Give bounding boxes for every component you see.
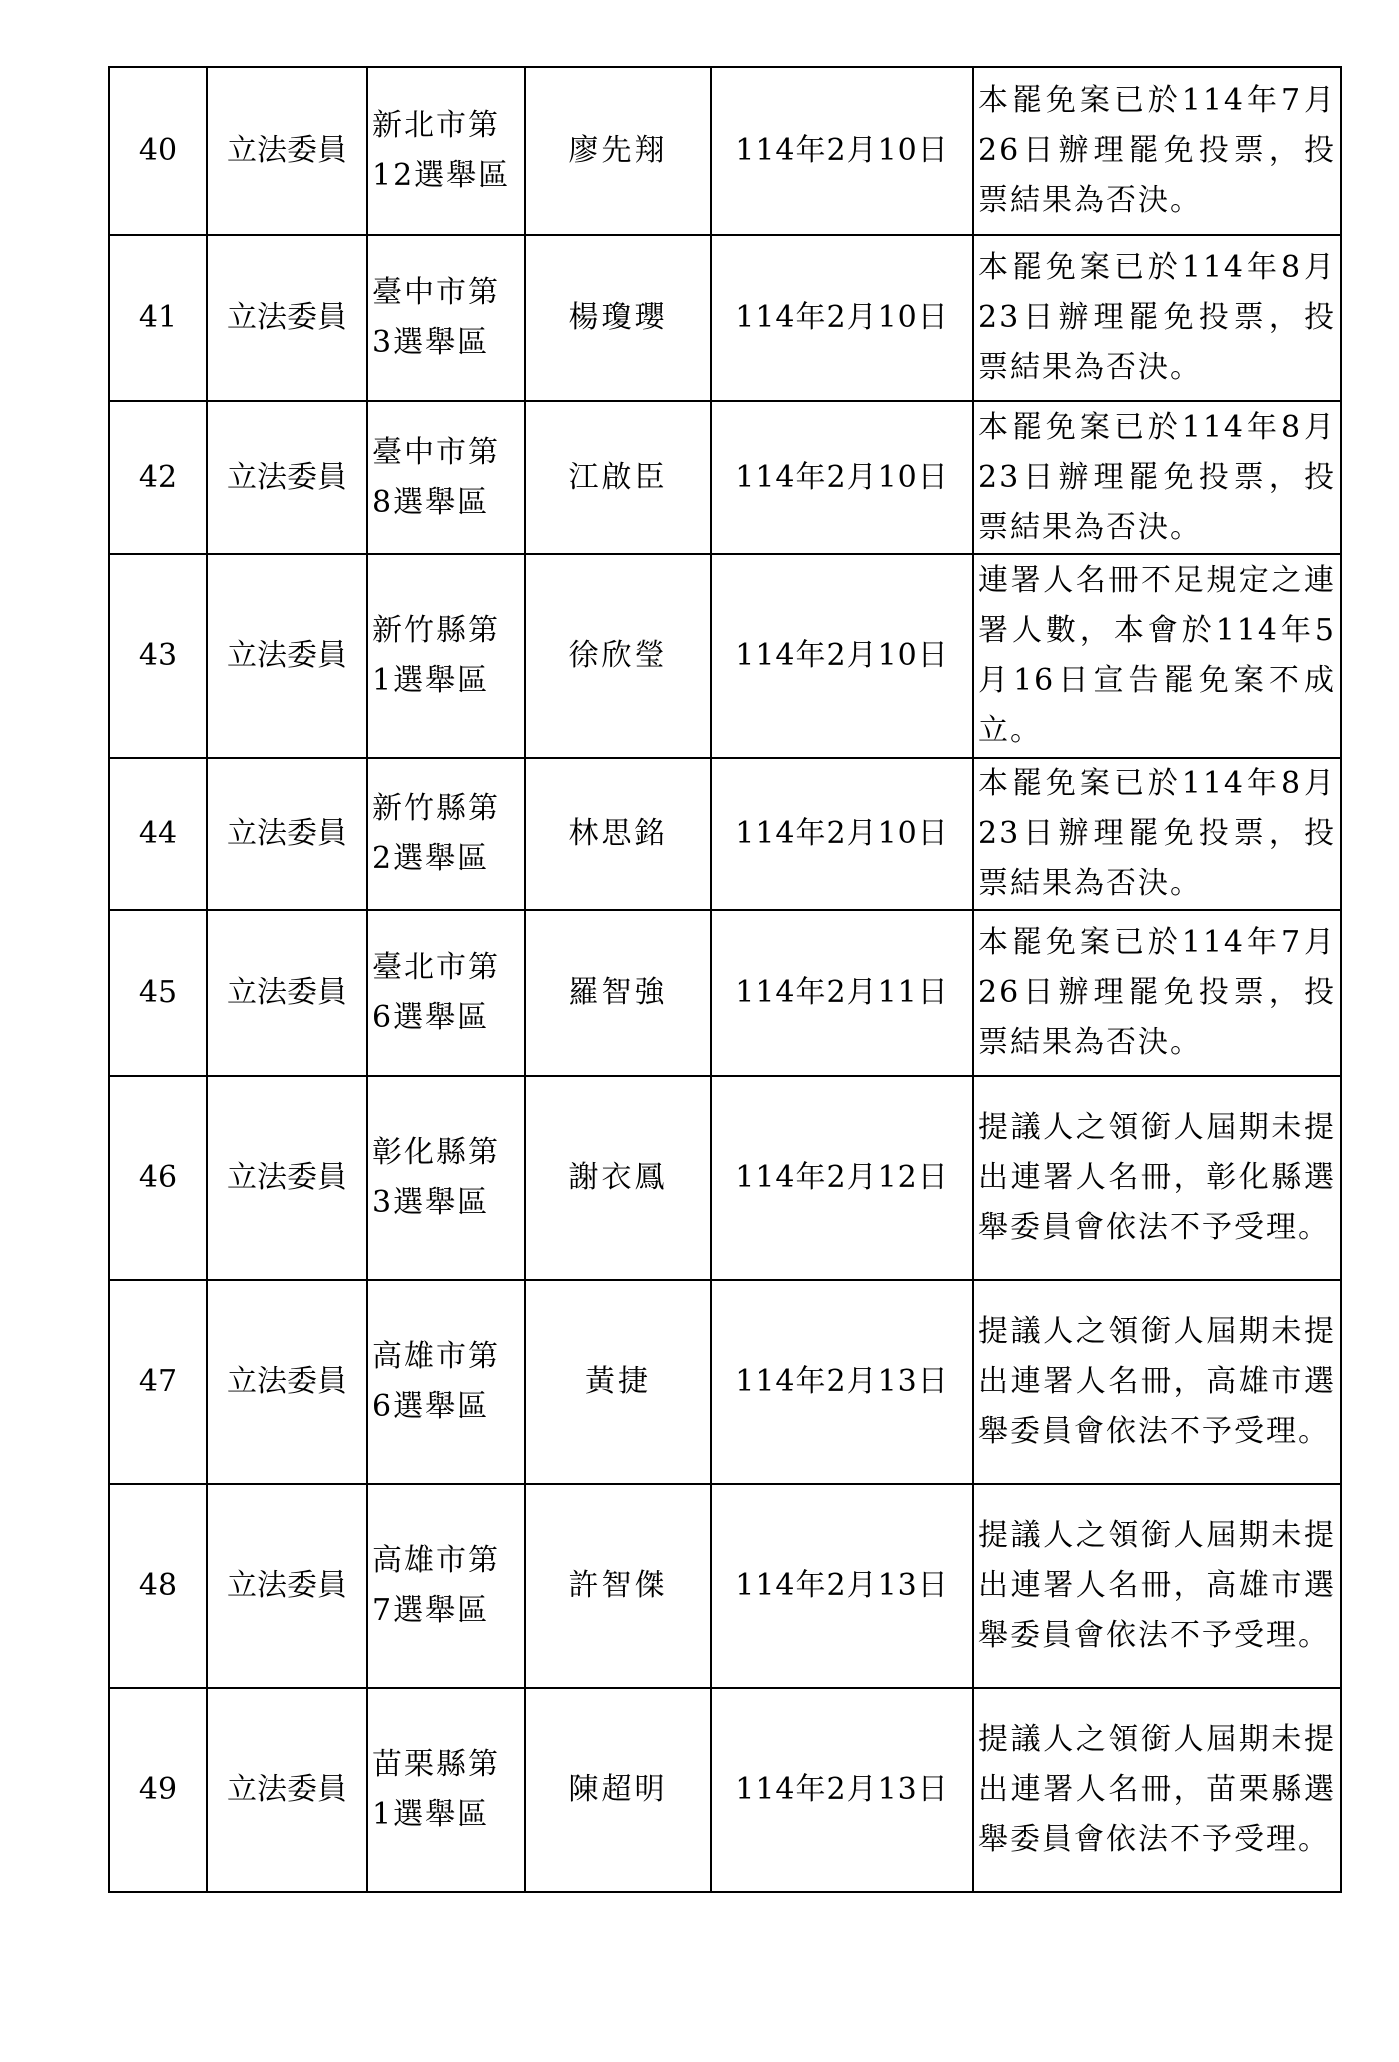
district-cell [367, 1280, 525, 1484]
case-number-cell: 47 [109, 1280, 207, 1484]
position-cell: 立法委員 [207, 1484, 367, 1688]
result-note-cell: 提議人之領銜人屆期未提出連署人名冊，高雄市選舉委員會依法不予受理。 [973, 1484, 1341, 1688]
position-cell: 立法委員 [207, 67, 367, 235]
filing-date-cell: 114年2月13日 [711, 1280, 973, 1484]
position-cell: 立法委員 [207, 910, 367, 1076]
case-number-cell: 46 [109, 1076, 207, 1280]
district-number: 3選舉區 [372, 1185, 490, 1220]
case-number-cell: 44 [109, 758, 207, 910]
legislator-name-cell: 徐欣瑩 [525, 554, 711, 758]
case-number-cell: 48 [109, 1484, 207, 1688]
table-row [109, 1280, 1341, 1484]
table-row [109, 554, 1341, 758]
district-cell [367, 554, 525, 758]
filing-date-cell: 114年2月10日 [711, 401, 973, 554]
table-row [109, 67, 1341, 235]
district-city: 臺中市第 [372, 275, 500, 310]
filing-date-cell: 114年2月10日 [711, 235, 973, 401]
table-row [109, 1688, 1341, 1892]
district-cell [367, 1484, 525, 1688]
legislator-name-cell: 許智傑 [525, 1484, 711, 1688]
position-cell: 立法委員 [207, 1280, 367, 1484]
filing-date-cell: 114年2月13日 [711, 1484, 973, 1688]
table-body [109, 67, 1341, 1892]
district-number: 6選舉區 [372, 1389, 490, 1424]
result-note-cell: 提議人之領銜人屆期未提出連署人名冊，苗栗縣選舉委員會依法不予受理。 [973, 1688, 1341, 1892]
legislator-name-cell: 林思銘 [525, 758, 711, 910]
case-number-cell: 41 [109, 235, 207, 401]
district-cell [367, 401, 525, 554]
district-city: 臺中市第 [372, 434, 500, 470]
case-number-cell: 42 [109, 401, 207, 554]
district-cell [367, 758, 525, 910]
position-cell: 立法委員 [207, 235, 367, 401]
district-city: 臺北市第 [372, 950, 500, 985]
district-number: 12選舉區 [372, 158, 511, 193]
legislator-name-cell: 江啟臣 [525, 401, 711, 554]
legislator-name-cell: 楊瓊瓔 [525, 235, 711, 401]
table-row [109, 235, 1341, 401]
legislator-name-cell: 羅智強 [525, 910, 711, 1076]
table-row [109, 1076, 1341, 1280]
position-cell: 立法委員 [207, 554, 367, 758]
result-note-cell: 本罷免案已於114年7月26日辦理罷免投票，投票結果為否決。 [973, 67, 1341, 235]
filing-date-cell: 114年2月13日 [711, 1688, 973, 1892]
result-note-cell: 本罷免案已於114年8月23日辦理罷免投票，投票結果為否決。 [973, 401, 1341, 554]
district-number: 7選舉區 [372, 1593, 490, 1628]
district-number: 8選舉區 [372, 484, 490, 520]
district-number: 2選舉區 [372, 841, 490, 876]
district-city: 苗栗縣第 [372, 1747, 500, 1782]
legislator-name-cell: 謝衣鳳 [525, 1076, 711, 1280]
district-cell [367, 1688, 525, 1892]
case-number-cell: 45 [109, 910, 207, 1076]
legislator-name-cell: 陳超明 [525, 1688, 711, 1892]
district-city: 彰化縣第 [372, 1135, 500, 1170]
case-number-cell: 49 [109, 1688, 207, 1892]
position-cell: 立法委員 [207, 1688, 367, 1892]
result-note-cell: 連署人名冊不足規定之連署人數，本會於114年5月16日宣告罷免案不成立。 [973, 554, 1341, 758]
result-note-cell: 提議人之領銜人屆期未提出連署人名冊，彰化縣選舉委員會依法不予受理。 [973, 1076, 1341, 1280]
result-note-cell: 本罷免案已於114年8月23日辦理罷免投票，投票結果為否決。 [973, 758, 1341, 910]
case-number-cell: 40 [109, 67, 207, 235]
result-note-cell: 本罷免案已於114年7月26日辦理罷免投票，投票結果為否決。 [973, 910, 1341, 1076]
table-row [109, 401, 1341, 554]
district-number: 3選舉區 [372, 325, 490, 360]
district-cell [367, 1076, 525, 1280]
district-number: 6選舉區 [372, 1000, 490, 1035]
filing-date-cell: 114年2月12日 [711, 1076, 973, 1280]
position-cell: 立法委員 [207, 758, 367, 910]
position-cell: 立法委員 [207, 401, 367, 554]
table-row [109, 1484, 1341, 1688]
table-row [109, 758, 1341, 910]
result-note-cell: 本罷免案已於114年8月23日辦理罷免投票，投票結果為否決。 [973, 235, 1341, 401]
filing-date-cell: 114年2月10日 [711, 758, 973, 910]
legislator-name-cell: 廖先翔 [525, 67, 711, 235]
legislator-name-cell: 黃捷 [525, 1280, 711, 1484]
table-row [109, 910, 1341, 1076]
district-number: 1選舉區 [372, 1797, 490, 1832]
district-cell [367, 67, 525, 235]
district-city: 新竹縣第 [372, 791, 500, 826]
district-city: 新北市第 [372, 108, 500, 143]
filing-date-cell: 114年2月10日 [711, 67, 973, 235]
case-number-cell: 43 [109, 554, 207, 758]
district-cell [367, 910, 525, 1076]
district-city: 高雄市第 [372, 1339, 500, 1374]
recall-cases-table [108, 66, 1342, 1893]
position-cell: 立法委員 [207, 1076, 367, 1280]
result-note-cell: 提議人之領銜人屆期未提出連署人名冊，高雄市選舉委員會依法不予受理。 [973, 1280, 1341, 1484]
filing-date-cell: 114年2月11日 [711, 910, 973, 1076]
district-cell [367, 235, 525, 401]
district-city: 新竹縣第 [372, 613, 500, 648]
district-city: 高雄市第 [372, 1543, 500, 1578]
district-number: 1選舉區 [372, 663, 490, 698]
filing-date-cell: 114年2月10日 [711, 554, 973, 758]
